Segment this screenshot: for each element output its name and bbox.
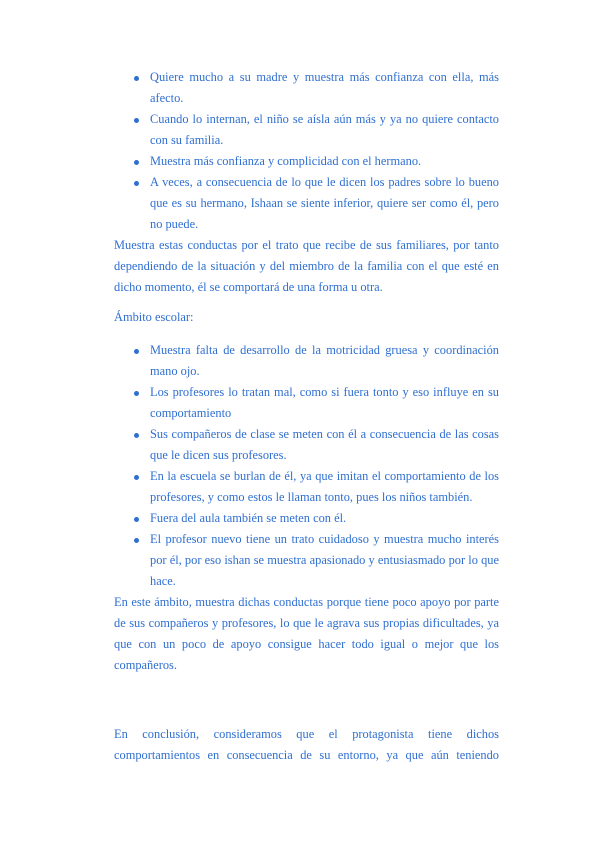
family-explanation-paragraph: Muestra estas conductas por el trato que recibe de sus familiares, por tanto dependiendo de la situación y del miembro de la familia con el que esté en dicho momento, él se comportará de una forma u otra. — [114, 238, 499, 294]
bullet-icon — [134, 538, 139, 543]
list-item-text: Los profesores lo tratan mal, como si fuera tonto y eso influye en su comportamiento — [150, 385, 499, 420]
list-item — [114, 508, 499, 529]
conclusion-paragraph: En conclusión, consideramos que el protagonista tiene dichos comportamientos en consecuencia de su entorno, ya que aún teniendo — [114, 727, 499, 762]
bullet-icon — [134, 181, 139, 186]
list-item-text: Fuera del aula también se meten con él. — [150, 511, 347, 525]
family-behavior-list — [114, 67, 499, 235]
list-item-text: A veces, a consecuencia de lo que le dicen los padres sobre lo bueno que es su hermano, Ishaan se siente inferior, quiere ser como él, pero no puede. — [150, 175, 499, 231]
bullet-icon — [134, 76, 139, 81]
bullet-icon — [134, 349, 139, 354]
bullet-icon — [134, 517, 139, 522]
list-item — [114, 67, 499, 109]
list-item — [114, 382, 499, 424]
school-explanation-paragraph: En este ámbito, muestra dichas conductas porque tiene poco apoyo por parte de sus compañeros y profesores, lo que le agrava sus propias dificultades, ya que con un poco de apoyo consigue hacer todo igual o mejor que los compañeros. — [114, 595, 499, 672]
list-item-text: Muestra falta de desarrollo de la motricidad gruesa y coordinación mano ojo. — [150, 343, 499, 378]
bullet-icon — [134, 160, 139, 165]
school-behavior-list — [114, 340, 499, 592]
list-item-text: Quiere mucho a su madre y muestra más confianza con ella, más afecto. — [150, 70, 499, 105]
bullet-icon — [134, 475, 139, 480]
list-item — [114, 424, 499, 466]
school-section-heading: Ámbito escolar: — [114, 310, 194, 324]
list-item — [114, 529, 499, 592]
list-item-text: Cuando lo internan, el niño se aísla aún más y ya no quiere contacto con su familia. — [150, 112, 499, 147]
list-item-text: En la escuela se burlan de él, ya que imitan el comportamiento de los profesores, y como estos le llaman tonto, pues los niños también. — [150, 469, 499, 504]
list-item — [114, 466, 499, 508]
list-item — [114, 340, 499, 382]
list-item — [114, 109, 499, 151]
document-body — [114, 67, 499, 766]
bullet-icon — [134, 433, 139, 438]
list-item-text: Sus compañeros de clase se meten con él a consecuencia de las cosas que le dicen sus profesores. — [150, 427, 499, 462]
list-item-text: El profesor nuevo tiene un trato cuidadoso y muestra mucho interés por él, por eso ishan se muestra apasionado y entusiasmado por lo que hace. — [150, 532, 499, 588]
list-item — [114, 151, 499, 172]
list-item-text: Muestra más confianza y complicidad con el hermano. — [150, 154, 422, 168]
list-item — [114, 172, 499, 235]
bullet-icon — [134, 391, 139, 396]
bullet-icon — [134, 118, 139, 123]
